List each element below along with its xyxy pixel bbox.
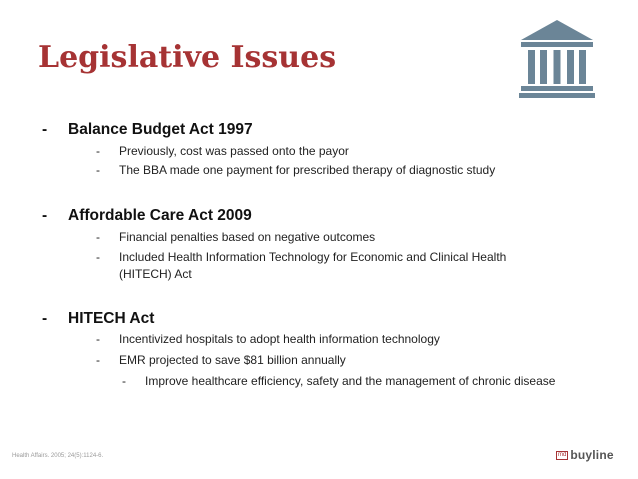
mdbuyline-logo [556, 447, 614, 463]
citation: Health Affairs. 2005; 24(5):1124-6. [12, 453, 104, 459]
bullet-dash: - [42, 310, 48, 327]
bullet-dash: - [42, 207, 48, 224]
sub-list-item: - Improve healthcare efficiency, safety and the management of chronic disease [122, 374, 556, 388]
section-heading-bba [42, 120, 253, 140]
list-item: - EMR projected to save $81 billion annually [96, 353, 346, 367]
bullet-dash: - [42, 121, 48, 138]
logo-prefix: md [558, 451, 567, 458]
list-item: - Included Health Information Technology for Economic and Clinical Health (HITECH) Act [96, 250, 507, 281]
section-heading-text: Affordable Care Act 2009 [68, 207, 252, 224]
list-item: - Previously, cost was passed onto the payor [96, 144, 349, 158]
section-heading-aca [42, 206, 252, 226]
logo-name: buyline [570, 448, 614, 462]
section-heading-text: Balance Budget Act 1997 [68, 121, 253, 138]
list-item: - The BBA made one payment for prescribed therapy of diagnostic study [96, 163, 496, 177]
section-heading-text: HITECH Act [68, 310, 155, 327]
section-heading-hitech [42, 309, 154, 329]
slide-title: Legislative Issues [38, 40, 337, 75]
list-item: - Incentivized hospitals to adopt health information technology [96, 332, 440, 346]
government-building-icon [519, 18, 595, 98]
list-item: - Financial penalties based on negative outcomes [96, 230, 376, 244]
